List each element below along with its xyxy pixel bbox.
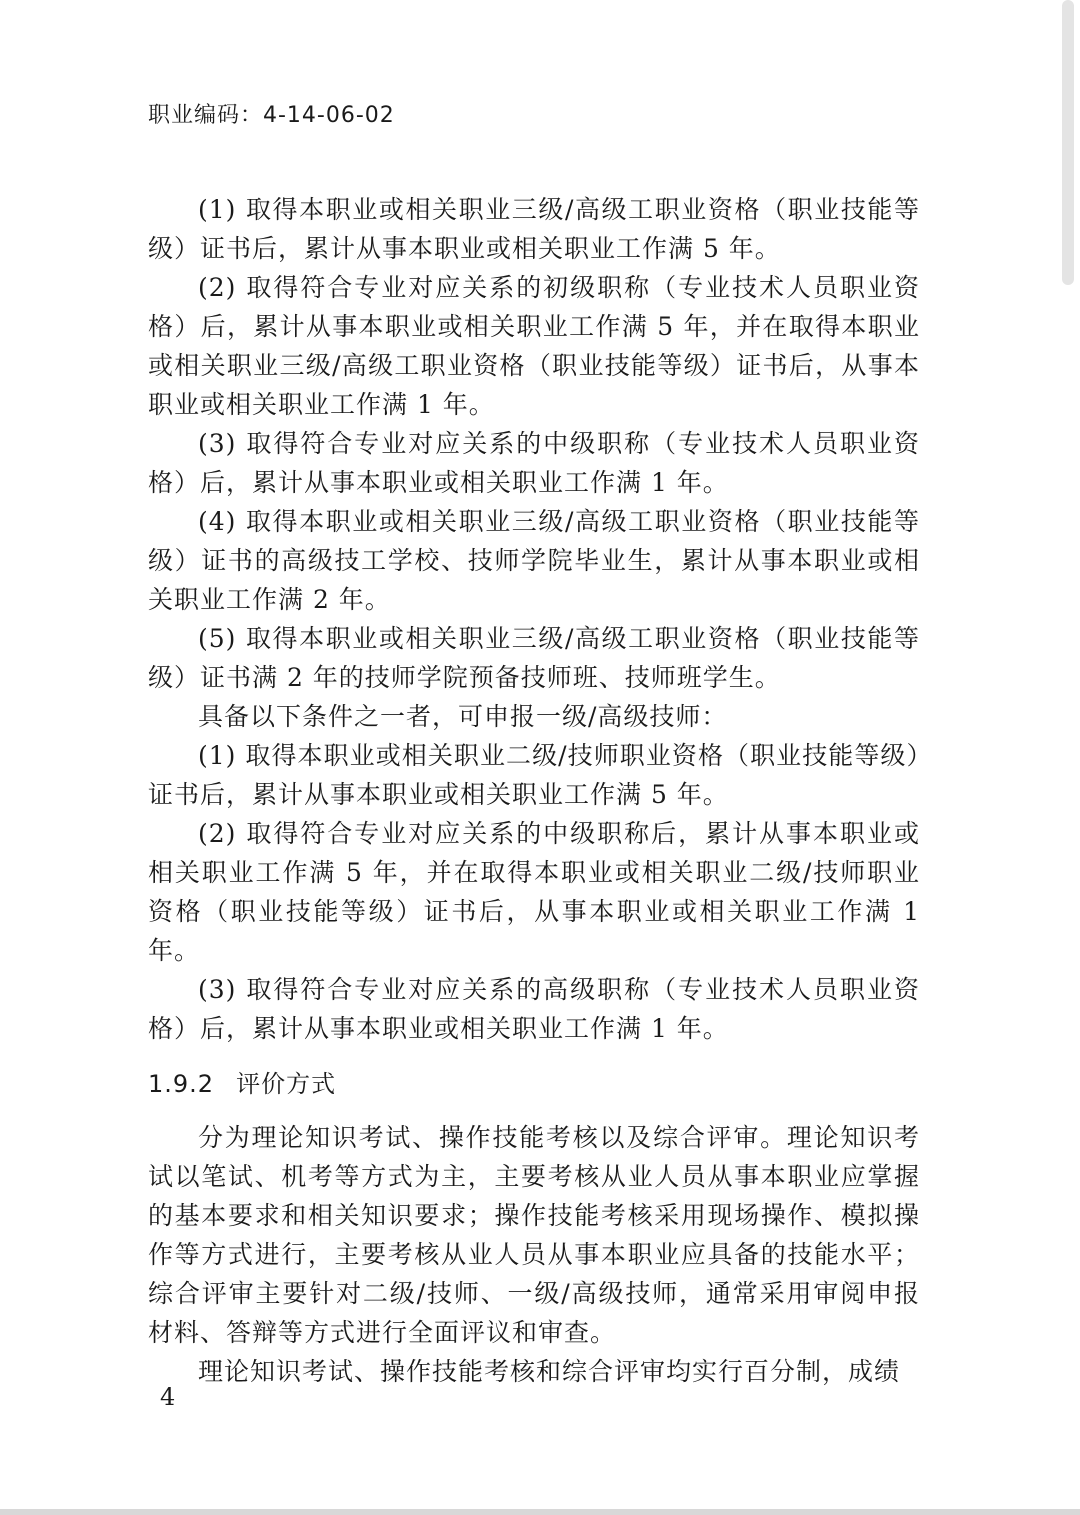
- paragraph: (5) 取得本职业或相关职业三级/高级工职业资格（职业技能等级）证书满 2 年的技师学院预备技师班、技师班学生。: [148, 624, 920, 692]
- paragraph: 理论知识考试、操作技能考核和综合评审均实行百分制，成绩: [198, 1357, 901, 1386]
- section-heading: [148, 1066, 920, 1102]
- paragraph: (2) 取得符合专业对应关系的初级职称（专业技术人员职业资格）后，累计从事本职业或相关职业工作满 5 年，并在取得本职业或相关职业三级/高级工职业资格（职业技能等级）证书后，从事本职业或相关职业工作满 1 年。: [148, 273, 920, 419]
- paragraph: (2) 取得符合专业对应关系的中级职称后，累计从事本职业或相关职业工作满 5 年，并在取得本职业或相关职业二级/技师职业资格（职业技能等级）证书后，从事本职业或相关职业工作满 1 年。: [148, 819, 920, 965]
- paragraph: (1) 取得本职业或相关职业三级/高级工职业资格（职业技能等级）证书后，累计从事本职业或相关职业工作满 5 年。: [148, 195, 920, 263]
- paragraph: (3) 取得符合专业对应关系的中级职称（专业技术人员职业资格）后，累计从事本职业或相关职业工作满 1 年。: [148, 429, 920, 497]
- document-body: [148, 190, 920, 1391]
- section-title: 评价方式: [236, 1070, 337, 1098]
- section-number: 1.9.2: [148, 1070, 215, 1098]
- paragraph: (1) 取得本职业或相关职业二级/技师职业资格（职业技能等级）证书后，累计从事本职业或相关职业工作满 5 年。: [148, 741, 920, 809]
- scrollbar[interactable]: [1062, 0, 1074, 285]
- paragraph: (4) 取得本职业或相关职业三级/高级工职业资格（职业技能等级）证书的高级技工学校、技师学院毕业生，累计从事本职业或相关职业工作满 2 年。: [148, 507, 920, 614]
- page-number: 4: [160, 1383, 176, 1411]
- paragraph: 分为理论知识考试、操作技能考核以及综合评审。理论知识考试以笔试、机考等方式为主，主要考核从业人员从事本职业应掌握的基本要求和相关知识要求；操作技能考核采用现场操作、模拟操作等方式进行，主要考核从业人员从事本职业应具备的技能水平；综合评审主要针对二级/技师、一级/高级技师，通常采用审阅申报材料、答辩等方式进行全面评议和审查。: [148, 1123, 920, 1347]
- paragraph: (3) 取得符合专业对应关系的高级职称（专业技术人员职业资格）后，累计从事本职业或相关职业工作满 1 年。: [148, 975, 920, 1043]
- bottom-divider: [0, 1509, 1080, 1515]
- occupation-code-header: 职业编码：4-14-06-02: [148, 103, 395, 128]
- paragraph: 具备以下条件之一者，可申报一级/高级技师：: [198, 702, 728, 731]
